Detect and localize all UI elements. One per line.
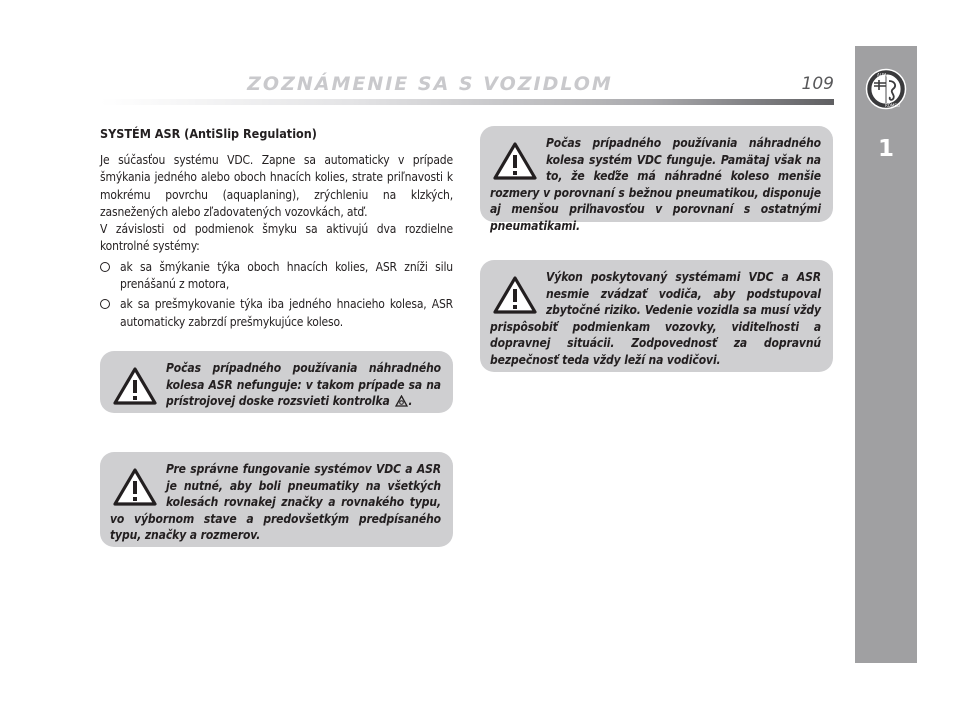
asr-section <box>100 126 453 334</box>
warning-text: Pre správne fungovanie systémov VDC a ASR je nutné, aby boli pneumatiky na všetkých kolesách rovnakej značky a rovnakého typu, vo výbornom stave a predovšetkým predpísaného typu, značky a rozmerov. <box>110 462 441 542</box>
warning-text-content: Počas prípadného používania náhradného kolesa ASR nefunguje: v takom prípade sa na prístrojovej doske rozsvieti kontrolka <box>166 361 441 408</box>
circle-bullet-icon <box>100 299 110 309</box>
warning-text: Výkon poskytovaný systémami VDC a ASR nesmie zvádzať vodiča, aby podstupoval zbytočné riziko. Vedenie vozidla sa musí vždy prispôsobiť podmienkam vozovky, viditeľnosti a dopravnej situácii. Zodpovednosť za dopravnú bezpečnosť teda vždy leží na vodičovi. <box>490 270 821 367</box>
warning-box <box>100 351 453 413</box>
section-title: SYSTÉM ASR (AntiSlip Regulation) <box>100 126 317 141</box>
warning-end-period: . <box>408 394 413 408</box>
warning-box <box>480 260 833 372</box>
list-item-text: ak sa prešmykovanie týka iba jedného hnacieho kolesa, ASR automaticky zabrzdí prešmykujúce koleso. <box>120 297 453 329</box>
warning-triangle-icon <box>492 141 538 181</box>
alfa-romeo-logo-icon <box>855 58 917 120</box>
warning-text <box>110 360 441 412</box>
section-paragraph: V závislosti od podmienok šmyku sa aktivujú dva rozdielne kontrolné systémy: <box>100 222 453 254</box>
circle-bullet-icon <box>100 262 110 272</box>
control-systems-list <box>100 259 453 331</box>
svg-text:ALFA: ALFA <box>877 72 887 78</box>
warning-text: Počas prípadného používania náhradného kolesa systém VDC funguje. Pamätaj však na to, že keďže má náhradné koleso menšie rozmery v porovnaní s bežnou pneumatikou, disponuje aj menšou priľnavosťou v porovnaní s ostatnými pneumatikami. <box>490 136 821 233</box>
asr-warning-light-icon <box>395 395 408 412</box>
warning-triangle-icon <box>112 467 158 507</box>
header-rule <box>100 99 834 105</box>
warning-box <box>100 452 453 547</box>
warning-triangle-icon <box>492 275 538 315</box>
page-number: 109 <box>801 74 834 94</box>
svg-text:ROMEO: ROMEO <box>885 103 901 108</box>
list-item <box>100 259 453 294</box>
list-item-text: ak sa šmýkanie týka oboch hnacích kolies, ASR zníži silu prenášanú z motora, <box>120 259 453 292</box>
warning-box <box>480 126 833 233</box>
warning-triangle-icon <box>112 366 158 406</box>
page-header-title: ZOZNÁMENIE SA S VOZIDLOM <box>247 73 613 95</box>
list-item <box>100 296 453 331</box>
section-paragraph: Je súčasťou systému VDC. Zapne sa automaticky v prípade šmýkania jedného alebo oboch hnacích kolies, strate priľnavosti k mokrému povrchu (aquaplaning), zrýchleniu na klzkých, zasnežených alebo zľadovatených vozovkách, atď. <box>100 153 453 219</box>
chapter-number: 1 <box>877 136 894 162</box>
